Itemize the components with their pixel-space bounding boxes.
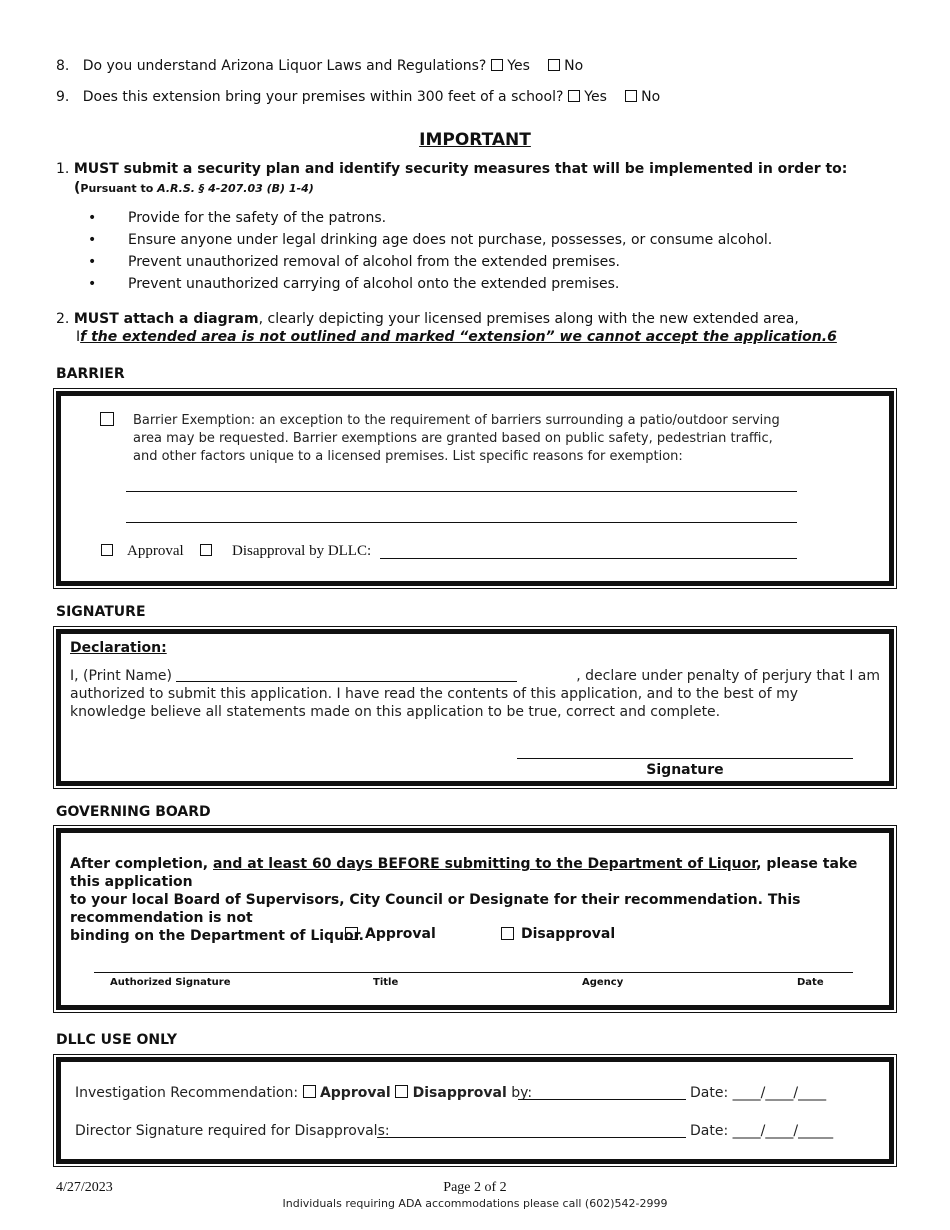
director-date[interactable]: Date: ____/____/_____ <box>690 1123 834 1139</box>
important-item-2: 2. MUST attach a diagram, clearly depicting your licensed premises along with the new extended area, <box>56 311 799 327</box>
no-checkbox[interactable] <box>625 90 637 102</box>
yes-checkbox[interactable] <box>568 90 580 102</box>
governing-heading: GOVERNING BOARD <box>56 804 211 820</box>
list-item: • Prevent unauthorized removal of alcohol from the extended premises. <box>128 254 888 276</box>
barrier-exemption-checkbox[interactable] <box>100 412 114 426</box>
print-name-line[interactable] <box>176 681 517 682</box>
dllc-disapproval-checkbox[interactable] <box>395 1085 408 1098</box>
list-item: • Ensure anyone under legal drinking age does not purchase, possesses, or consume alcohol. <box>128 232 888 254</box>
investigation-by-line[interactable] <box>518 1099 686 1100</box>
declaration-text: I, (Print Name) , declare under penalty of perjury that I am authorized to submit this application. I have read the contents of this application, and to the best of my knowledge believe all statements made on this application to be true, correct and complete. <box>70 668 880 720</box>
reason-line-1[interactable] <box>126 491 797 492</box>
director-signature-line[interactable] <box>377 1137 686 1138</box>
yes-checkbox[interactable] <box>491 59 503 71</box>
col-authorized-signature: Authorized Signature <box>110 977 231 988</box>
director-signature-label: Director Signature required for Disapprovals: <box>75 1123 390 1139</box>
important-title: IMPORTANT <box>419 130 531 150</box>
security-bullets <box>128 210 888 298</box>
investigation-date[interactable]: Date: ____/____/____ <box>690 1085 827 1101</box>
barrier-exemption-text: Barrier Exemption: an exception to the requirement of barriers surrounding a patio/outdoor serving area may be requested. Barrier exemptions are granted based on public safety, pedestrian traffic, and other factors unique to a licensed premises. List specific reasons for exemption: <box>133 413 780 464</box>
list-item: • Prevent unauthorized carrying of alcohol onto the extended premises. <box>128 276 888 298</box>
question-9: 9. Does this extension bring your premises within 300 feet of a school? Yes No <box>56 89 661 105</box>
declaration-title: Declaration: <box>70 640 167 656</box>
list-item: • Provide for the safety of the patrons. <box>128 210 888 232</box>
governing-text: After completion, and at least 60 days BEFORE submitting to the Department of Liquor, please take this application to your local Board of Supervisors, City Council or Designate for their recommendation. This recommendation is not binding on the Department of Liquor. <box>70 856 858 944</box>
question-8: 8. Do you understand Arizona Liquor Laws and Regulations? Yes No <box>56 58 584 74</box>
barrier-disapproval-label: Disapproval by DLLC: <box>232 543 372 559</box>
diagram-note: If the extended area is not outlined and marked “extension” we cannot accept the application.6 <box>76 329 837 345</box>
dllc-approval-checkbox[interactable] <box>303 1085 316 1098</box>
signature-label: Signature <box>646 762 724 778</box>
print-name-label: I, (Print Name) <box>70 668 172 684</box>
col-title: Title <box>373 977 399 988</box>
col-date: Date <box>797 977 824 988</box>
question-text: Do you understand Arizona Liquor Laws and Regulations? <box>82 58 487 74</box>
pursuant-note: (Pursuant to A.R.S. § 4-207.03 (B) 1-4) <box>74 180 314 196</box>
governing-approval-checkbox[interactable] <box>345 927 358 940</box>
investigation-row: Investigation Recommendation: Approval Disapproval by: <box>75 1085 533 1101</box>
footer-ada-note: Individuals requiring ADA accommodations please call (602)542-2999 <box>282 1197 668 1210</box>
governing-disapproval-checkbox[interactable] <box>501 927 514 940</box>
barrier-heading: BARRIER <box>56 366 125 382</box>
no-checkbox[interactable] <box>548 59 560 71</box>
footer-page: Page 2 of 2 <box>443 1180 507 1195</box>
governing-signature-line[interactable] <box>94 972 853 973</box>
dllc-heading: DLLC USE ONLY <box>56 1032 177 1048</box>
col-agency: Agency <box>582 977 624 988</box>
governing-disapproval-label: Disapproval <box>521 926 616 942</box>
important-item-1: 1. MUST submit a security plan and identify security measures that will be implemented in order to: <box>56 161 848 177</box>
signature-heading: SIGNATURE <box>56 604 146 620</box>
dllc-box <box>56 1057 894 1164</box>
dllc-disapproval-line[interactable] <box>380 558 797 559</box>
governing-approval-label: Approval <box>365 926 436 942</box>
barrier-approval-label: Approval <box>127 543 184 559</box>
reason-line-2[interactable] <box>126 522 797 523</box>
footer-date: 4/27/2023 <box>56 1180 113 1195</box>
barrier-approval-checkbox[interactable] <box>101 544 113 556</box>
question-text: Does this extension bring your premises within 300 feet of a school? <box>82 89 564 105</box>
signature-line[interactable] <box>517 758 853 759</box>
barrier-disapproval-checkbox[interactable] <box>200 544 212 556</box>
